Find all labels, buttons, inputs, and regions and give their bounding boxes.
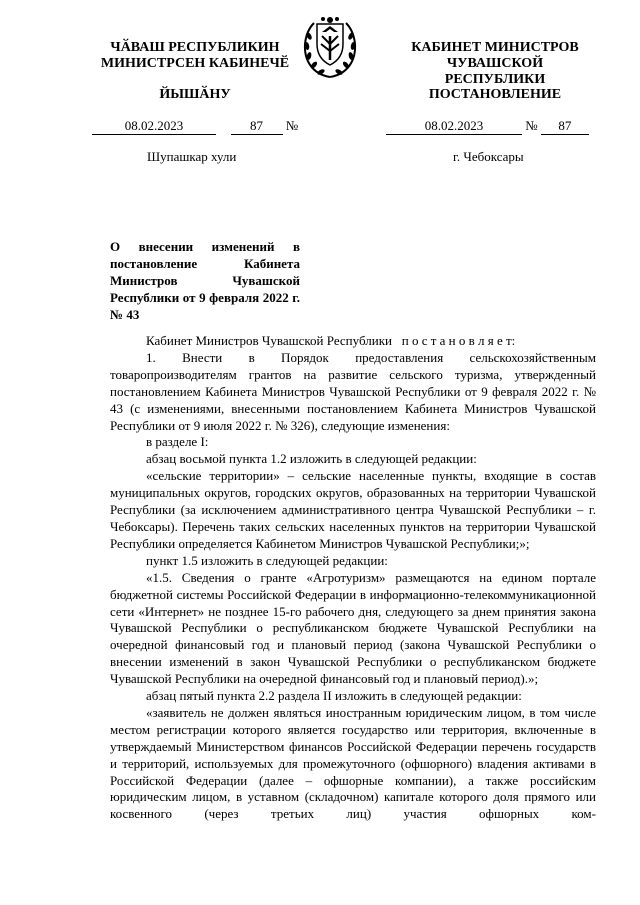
body-paragraph: в разделе I:	[146, 434, 209, 450]
body-paragraph: «сельские территории» – сельские населенные пункты, входящие в состав муниципальных округов, городских округов, образованных на территории Чувашской Республики (за исключением административного центра Чувашской Республики – г. Чебоксары). Перечень таких сельских населенных пунктов на территории Чувашской Республики определяется Кабинетом Министров Чувашской Республики;»;	[110, 468, 596, 551]
subject-title: О внесении изменений в постановление Кабинета Министров Чувашской Республики от 9 февраля 2022 г. № 43	[110, 239, 300, 322]
right-number: 87	[541, 118, 589, 135]
right-document-type: ПОСТАНОВЛЕНИЕ	[428, 87, 562, 102]
right-date-number-row	[386, 118, 596, 135]
right-org-line1: КАБИНЕТ МИНИСТРОВ	[411, 40, 579, 55]
left-org-line2: МИНИСТРСЕН КАБИНЕЧӖ	[100, 56, 290, 71]
intro-verb: п о с т а н о в л я е т:	[401, 333, 516, 348]
right-org-line2: ЧУВАШСКОЙ РЕСПУБЛИКИ	[444, 56, 546, 87]
intro-text: Кабинет Министров Чувашской Республики	[146, 333, 392, 348]
body-paragraph: 1. Внести в Порядок предоставления сельскохозяйственным товаропроизводителям грантов на развитие сельского туризма, утвержденный постановлением Кабинета Министров Чувашской Республики от 9 февраля 2022 г. № 43 (с изменениями, внесенными постановлением Кабинета Министров Чувашской Республики от 9 июля 2022 г. № 326), следующие изменения:	[110, 349, 596, 433]
left-document-type: ЙЫШӐНУ	[159, 87, 231, 102]
left-city: Шупашкар хули	[147, 149, 237, 164]
chuvash-emblem-icon	[300, 14, 360, 80]
left-date: 08.02.2023	[92, 118, 216, 135]
left-number: 87	[231, 118, 283, 135]
document-body	[110, 333, 596, 823]
body-paragraph: пункт 1.5 изложить в следующей редакции:	[146, 552, 388, 568]
intro-paragraph	[110, 333, 596, 350]
body-paragraph: «заявитель не должен являться иностранным юридическим лицом, в том числе местом регистрации которого является государство или территория, включенные в утверждаемый Министерством финансов Российской Федерации перечень государств и территорий, используемых для промежуточного (офшорного) владения активами в Российской Федерации (далее – офшорные компании), а также российским юридическим лицом, в уставном (складочном) капитале которого доля прямого или косвенного (через третьих лиц) участия офшорных ком-	[110, 704, 596, 822]
body-paragraph: абзац пятый пункта 2.2 раздела II изложить в следующей редакции:	[146, 688, 522, 704]
left-organization-name	[95, 40, 295, 72]
body-paragraph: «1.5. Сведения о гранте «Агротуризм» размещаются на едином портале бюджетной системы Российской Федерации в информационно-телекоммуникационной сети «Интернет» не позднее 15-го рабочего дня, следующего за днем принятия закона Чувашской Республики о республиканском бюджете Чувашской Республики на очередной финансовый год и плановый период (закона Чувашской Республики о внесении изменений в закон Чувашской Республики о республиканском бюджете Чувашской Республики на очередной финансовый год и плановый период).»;	[110, 569, 596, 687]
body-paragraph: абзац восьмой пункта 1.2 изложить в следующей редакции:	[146, 451, 477, 467]
left-number-sign: №	[285, 118, 299, 133]
right-number-sign: №	[525, 118, 538, 133]
right-date: 08.02.2023	[386, 118, 522, 135]
left-date-number-row	[92, 118, 304, 135]
left-org-line1: ЧӐВАШ РЕСПУБЛИКИН	[110, 40, 280, 55]
right-city: г. Чебоксары	[453, 149, 524, 164]
right-organization-name	[395, 40, 595, 88]
